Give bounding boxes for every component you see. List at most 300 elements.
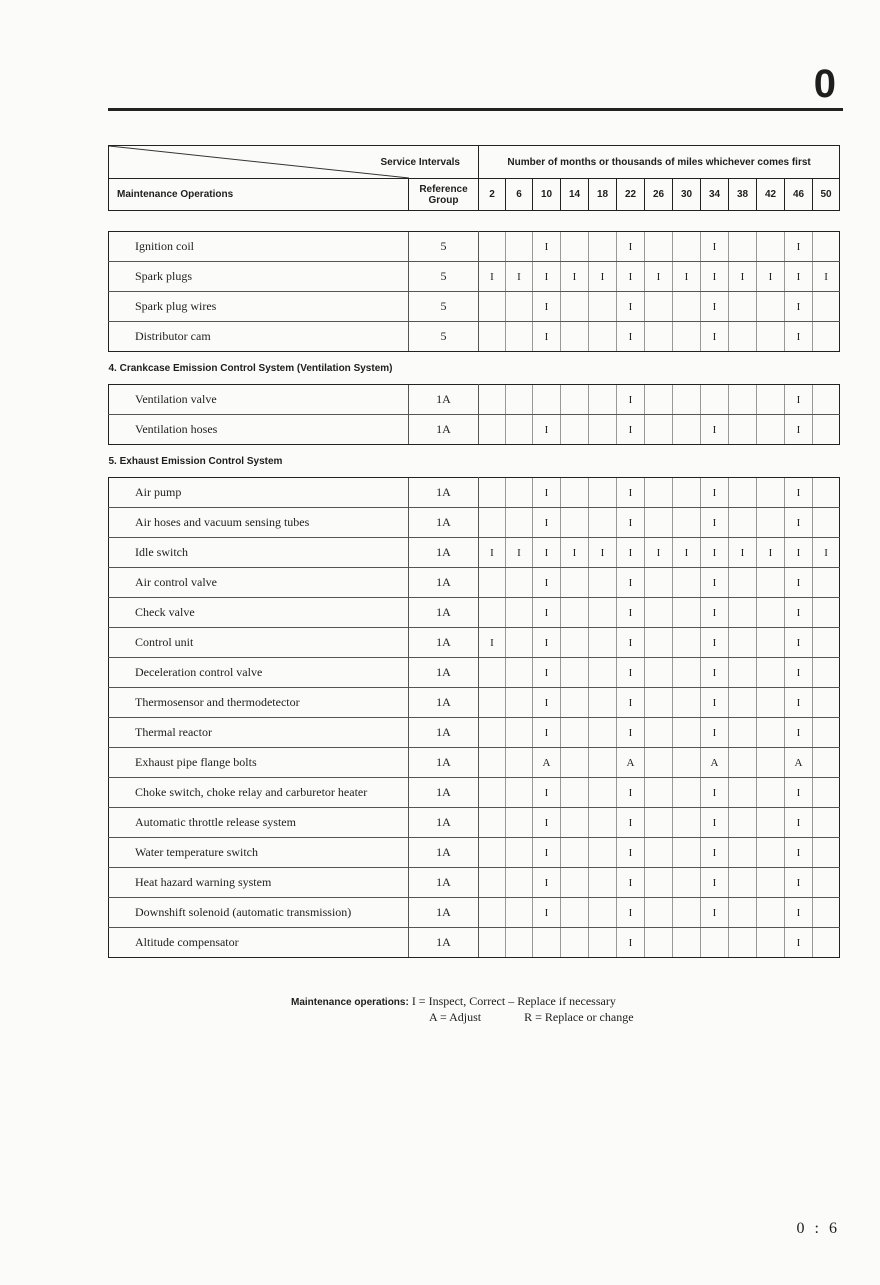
interval-mark: I — [785, 838, 813, 868]
interval-mark: I — [617, 322, 645, 352]
interval-mark: A — [701, 748, 729, 778]
interval-mark — [645, 748, 673, 778]
interval-mark: I — [701, 808, 729, 838]
interval-mark — [479, 718, 506, 748]
interval-mark: I — [701, 778, 729, 808]
interval-mark — [645, 232, 673, 262]
interval-mark — [479, 898, 506, 928]
interval-mark — [813, 898, 840, 928]
operation-name: Air control valve — [109, 568, 409, 598]
interval-mark — [645, 778, 673, 808]
interval-header-18: 18 — [589, 179, 617, 211]
interval-mark — [673, 688, 701, 718]
interval-mark: I — [785, 385, 813, 415]
interval-mark — [645, 688, 673, 718]
interval-caption: Number of months or thousands of miles whichever comes first — [479, 146, 840, 179]
interval-mark — [757, 718, 785, 748]
table-row — [109, 322, 840, 352]
section-heading: 4. Crankcase Emission Control System (Ventilation System) — [108, 362, 393, 374]
interval-mark: I — [701, 658, 729, 688]
interval-mark — [479, 322, 506, 352]
interval-mark: I — [701, 508, 729, 538]
interval-mark — [561, 322, 589, 352]
interval-mark — [506, 718, 533, 748]
interval-mark: I — [617, 232, 645, 262]
page-number: 0 : 6 — [796, 1220, 840, 1237]
group-label: Group — [428, 194, 459, 206]
interval-mark: I — [589, 538, 617, 568]
interval-mark: I — [479, 538, 506, 568]
interval-mark — [589, 598, 617, 628]
interval-mark — [561, 838, 589, 868]
interval-mark — [506, 778, 533, 808]
table-row — [109, 232, 840, 262]
interval-mark — [813, 385, 840, 415]
interval-mark — [645, 628, 673, 658]
reference-group: 1A — [409, 568, 479, 598]
interval-mark: I — [785, 778, 813, 808]
interval-mark: I — [813, 538, 840, 568]
service-intervals-header — [109, 146, 479, 179]
interval-mark — [506, 598, 533, 628]
interval-mark — [757, 232, 785, 262]
interval-mark: I — [645, 262, 673, 292]
section-heading: 5. Exhaust Emission Control System — [108, 455, 283, 467]
interval-mark: I — [533, 898, 561, 928]
interval-mark — [589, 628, 617, 658]
interval-mark: I — [701, 598, 729, 628]
interval-mark — [645, 838, 673, 868]
interval-header-26: 26 — [645, 179, 673, 211]
interval-mark: I — [617, 928, 645, 958]
interval-mark — [729, 232, 757, 262]
interval-mark — [561, 478, 589, 508]
interval-mark — [561, 688, 589, 718]
interval-header-14: 14 — [561, 179, 589, 211]
operation-name: Thermal reactor — [109, 718, 409, 748]
reference-group: 5 — [409, 232, 479, 262]
interval-mark: I — [785, 868, 813, 898]
operation-name: Idle switch — [109, 538, 409, 568]
interval-mark — [673, 658, 701, 688]
interval-mark — [813, 808, 840, 838]
interval-mark — [479, 688, 506, 718]
interval-mark: I — [785, 415, 813, 445]
interval-mark: I — [785, 688, 813, 718]
interval-header-22: 22 — [617, 179, 645, 211]
interval-mark: I — [701, 478, 729, 508]
interval-mark — [729, 868, 757, 898]
interval-mark: I — [673, 262, 701, 292]
interval-mark — [673, 838, 701, 868]
interval-mark — [645, 658, 673, 688]
operation-name: Air pump — [109, 478, 409, 508]
interval-mark — [479, 868, 506, 898]
interval-mark — [729, 628, 757, 658]
interval-mark — [673, 322, 701, 352]
interval-mark — [561, 385, 589, 415]
interval-mark: I — [617, 628, 645, 658]
interval-mark — [561, 898, 589, 928]
interval-mark — [729, 385, 757, 415]
reference-group: 5 — [409, 322, 479, 352]
table-row — [109, 508, 840, 538]
interval-mark — [589, 838, 617, 868]
interval-mark — [506, 928, 533, 958]
interval-mark — [729, 415, 757, 445]
table-row — [109, 262, 840, 292]
interval-mark — [506, 415, 533, 445]
interval-mark: I — [785, 232, 813, 262]
interval-mark — [561, 928, 589, 958]
table-row — [109, 808, 840, 838]
interval-mark — [589, 778, 617, 808]
operation-name: Spark plugs — [109, 262, 409, 292]
interval-mark: I — [701, 262, 729, 292]
interval-mark — [561, 415, 589, 445]
table-row — [109, 748, 840, 778]
interval-mark — [589, 508, 617, 538]
interval-mark — [561, 718, 589, 748]
table-row — [109, 778, 840, 808]
interval-mark — [757, 808, 785, 838]
operation-name: Thermosensor and thermodetector — [109, 688, 409, 718]
interval-mark: I — [673, 538, 701, 568]
interval-mark: I — [533, 322, 561, 352]
interval-mark — [729, 508, 757, 538]
interval-mark — [645, 508, 673, 538]
interval-mark: I — [479, 262, 506, 292]
interval-mark — [813, 232, 840, 262]
interval-header-38: 38 — [729, 179, 757, 211]
interval-mark — [589, 568, 617, 598]
interval-mark: A — [617, 748, 645, 778]
interval-mark — [479, 808, 506, 838]
interval-mark — [645, 928, 673, 958]
interval-mark — [729, 778, 757, 808]
interval-mark: I — [701, 718, 729, 748]
operation-name: Ignition coil — [109, 232, 409, 262]
interval-mark — [561, 292, 589, 322]
operation-name: Spark plug wires — [109, 292, 409, 322]
interval-mark: I — [533, 478, 561, 508]
interval-mark — [813, 928, 840, 958]
interval-mark — [561, 508, 589, 538]
interval-mark: I — [701, 568, 729, 598]
interval-mark — [729, 688, 757, 718]
operation-name: Choke switch, choke relay and carburetor heater — [109, 778, 409, 808]
interval-mark — [757, 415, 785, 445]
interval-mark — [561, 868, 589, 898]
operation-name: Control unit — [109, 628, 409, 658]
reference-group: 1A — [409, 928, 479, 958]
interval-mark — [757, 898, 785, 928]
interval-mark — [813, 478, 840, 508]
interval-mark: I — [533, 688, 561, 718]
reference-group: 1A — [409, 898, 479, 928]
interval-mark — [506, 868, 533, 898]
table-row — [109, 838, 840, 868]
legend — [291, 994, 674, 1024]
interval-mark — [479, 748, 506, 778]
interval-mark — [479, 415, 506, 445]
interval-mark: I — [479, 628, 506, 658]
interval-mark: I — [785, 808, 813, 838]
interval-mark — [561, 568, 589, 598]
interval-mark — [561, 778, 589, 808]
interval-mark: I — [617, 508, 645, 538]
interval-mark — [589, 385, 617, 415]
interval-mark: I — [533, 415, 561, 445]
reference-group: 1A — [409, 718, 479, 748]
interval-mark: I — [785, 658, 813, 688]
chapter-number: 0 — [813, 62, 836, 106]
legend-replace: R = Replace or change — [524, 1010, 634, 1024]
table-row — [109, 928, 840, 958]
service-intervals-label: Service Intervals — [380, 157, 460, 168]
interval-mark: I — [785, 508, 813, 538]
top-rule — [108, 108, 843, 111]
table-row — [109, 628, 840, 658]
interval-mark: I — [533, 808, 561, 838]
interval-mark: I — [506, 538, 533, 568]
interval-mark — [506, 508, 533, 538]
interval-mark — [757, 868, 785, 898]
interval-mark — [673, 292, 701, 322]
interval-mark — [506, 838, 533, 868]
interval-mark — [813, 748, 840, 778]
reference-group: 1A — [409, 598, 479, 628]
interval-mark: I — [701, 322, 729, 352]
interval-mark: I — [617, 262, 645, 292]
interval-mark — [757, 568, 785, 598]
reference-label: Reference — [419, 183, 468, 195]
interval-header-2: 2 — [479, 179, 506, 211]
interval-mark: A — [785, 748, 813, 778]
table-row — [109, 292, 840, 322]
interval-mark — [729, 568, 757, 598]
interval-mark — [673, 808, 701, 838]
interval-mark: I — [617, 658, 645, 688]
interval-mark: I — [617, 778, 645, 808]
maintenance-schedule-table — [108, 145, 840, 958]
legend-label: Maintenance operations: — [291, 997, 409, 1008]
interval-mark — [757, 838, 785, 868]
interval-mark — [561, 598, 589, 628]
operation-name: Air hoses and vacuum sensing tubes — [109, 508, 409, 538]
interval-mark — [757, 778, 785, 808]
interval-mark: I — [533, 262, 561, 292]
interval-mark — [645, 385, 673, 415]
interval-mark — [479, 778, 506, 808]
interval-mark — [813, 292, 840, 322]
interval-mark — [813, 508, 840, 538]
reference-group: 5 — [409, 292, 479, 322]
interval-mark — [729, 898, 757, 928]
spacer — [109, 211, 840, 232]
table-row — [109, 568, 840, 598]
interval-mark: I — [701, 292, 729, 322]
interval-mark: I — [506, 262, 533, 292]
interval-mark: I — [561, 262, 589, 292]
interval-mark: I — [617, 385, 645, 415]
interval-mark — [813, 415, 840, 445]
interval-mark: I — [533, 598, 561, 628]
interval-mark — [813, 322, 840, 352]
spacer-row — [109, 211, 840, 232]
interval-mark: I — [533, 538, 561, 568]
table-row — [109, 385, 840, 415]
interval-mark — [757, 658, 785, 688]
interval-mark — [506, 808, 533, 838]
interval-mark: I — [617, 718, 645, 748]
interval-mark — [479, 928, 506, 958]
interval-mark — [673, 568, 701, 598]
interval-mark — [673, 478, 701, 508]
interval-mark: I — [617, 688, 645, 718]
maintenance-operations-header: Maintenance Operations — [109, 179, 409, 211]
interval-mark — [813, 688, 840, 718]
interval-mark — [673, 778, 701, 808]
interval-mark — [479, 508, 506, 538]
interval-mark — [813, 778, 840, 808]
interval-mark: I — [561, 538, 589, 568]
interval-mark — [589, 292, 617, 322]
interval-mark: I — [785, 538, 813, 568]
interval-mark — [645, 868, 673, 898]
interval-mark — [673, 415, 701, 445]
reference-group: 1A — [409, 838, 479, 868]
interval-header-34: 34 — [701, 179, 729, 211]
reference-group: 1A — [409, 868, 479, 898]
reference-group: 1A — [409, 778, 479, 808]
interval-mark — [645, 478, 673, 508]
interval-header-42: 42 — [757, 179, 785, 211]
interval-mark — [561, 748, 589, 778]
interval-mark — [729, 838, 757, 868]
reference-group: 5 — [409, 262, 479, 292]
interval-mark — [533, 928, 561, 958]
interval-mark: I — [729, 262, 757, 292]
interval-mark — [479, 838, 506, 868]
interval-mark: I — [785, 928, 813, 958]
interval-mark — [673, 598, 701, 628]
operation-name: Check valve — [109, 598, 409, 628]
interval-mark — [589, 868, 617, 898]
interval-mark — [506, 322, 533, 352]
interval-mark — [645, 718, 673, 748]
reference-group: 1A — [409, 658, 479, 688]
interval-mark — [506, 898, 533, 928]
operation-name: Ventilation hoses — [109, 415, 409, 445]
interval-mark — [729, 478, 757, 508]
interval-mark — [673, 718, 701, 748]
interval-mark — [589, 322, 617, 352]
interval-mark — [673, 508, 701, 538]
reference-group: 1A — [409, 415, 479, 445]
section-heading-row — [109, 352, 840, 385]
operation-name: Distributor cam — [109, 322, 409, 352]
table-row — [109, 478, 840, 508]
reference-group: 1A — [409, 508, 479, 538]
interval-mark — [645, 898, 673, 928]
interval-mark: I — [701, 688, 729, 718]
interval-mark — [645, 322, 673, 352]
interval-mark — [645, 568, 673, 598]
operation-name: Altitude compensator — [109, 928, 409, 958]
interval-header-30: 30 — [673, 179, 701, 211]
interval-mark — [757, 688, 785, 718]
interval-mark — [757, 628, 785, 658]
interval-mark: I — [617, 838, 645, 868]
reference-group: 1A — [409, 808, 479, 838]
interval-mark: I — [533, 868, 561, 898]
interval-mark: I — [757, 538, 785, 568]
interval-mark — [757, 292, 785, 322]
interval-mark — [561, 628, 589, 658]
interval-mark — [645, 598, 673, 628]
interval-mark: I — [617, 568, 645, 598]
reference-group: 1A — [409, 385, 479, 415]
interval-mark — [757, 748, 785, 778]
interval-mark: I — [617, 478, 645, 508]
interval-mark — [673, 385, 701, 415]
interval-mark: I — [533, 508, 561, 538]
interval-mark: I — [813, 262, 840, 292]
interval-header-10: 10 — [533, 179, 561, 211]
interval-mark: I — [757, 262, 785, 292]
interval-mark — [506, 232, 533, 262]
legend-adjust: A = Adjust — [429, 1010, 482, 1024]
interval-mark — [757, 508, 785, 538]
reference-group: 1A — [409, 628, 479, 658]
interval-mark — [479, 568, 506, 598]
reference-group: 1A — [409, 538, 479, 568]
interval-mark: I — [533, 658, 561, 688]
interval-mark — [506, 658, 533, 688]
interval-mark — [533, 385, 561, 415]
interval-mark: I — [785, 898, 813, 928]
reference-group-header — [409, 179, 479, 211]
interval-mark — [757, 598, 785, 628]
interval-mark: I — [533, 838, 561, 868]
interval-mark — [479, 478, 506, 508]
interval-mark — [645, 808, 673, 838]
interval-mark — [813, 658, 840, 688]
interval-mark: I — [785, 478, 813, 508]
interval-mark — [506, 748, 533, 778]
interval-mark: I — [617, 292, 645, 322]
interval-mark — [589, 658, 617, 688]
interval-mark: I — [785, 322, 813, 352]
reference-group: 1A — [409, 748, 479, 778]
interval-header-46: 46 — [785, 179, 813, 211]
interval-mark: I — [533, 628, 561, 658]
interval-mark — [701, 385, 729, 415]
interval-mark: I — [533, 292, 561, 322]
interval-mark — [589, 688, 617, 718]
interval-mark — [645, 292, 673, 322]
interval-mark — [506, 385, 533, 415]
interval-mark — [506, 628, 533, 658]
interval-mark — [729, 292, 757, 322]
interval-mark: I — [701, 628, 729, 658]
interval-mark: I — [533, 232, 561, 262]
interval-mark — [589, 232, 617, 262]
operation-name: Heat hazard warning system — [109, 868, 409, 898]
interval-mark — [757, 322, 785, 352]
interval-mark: I — [533, 568, 561, 598]
